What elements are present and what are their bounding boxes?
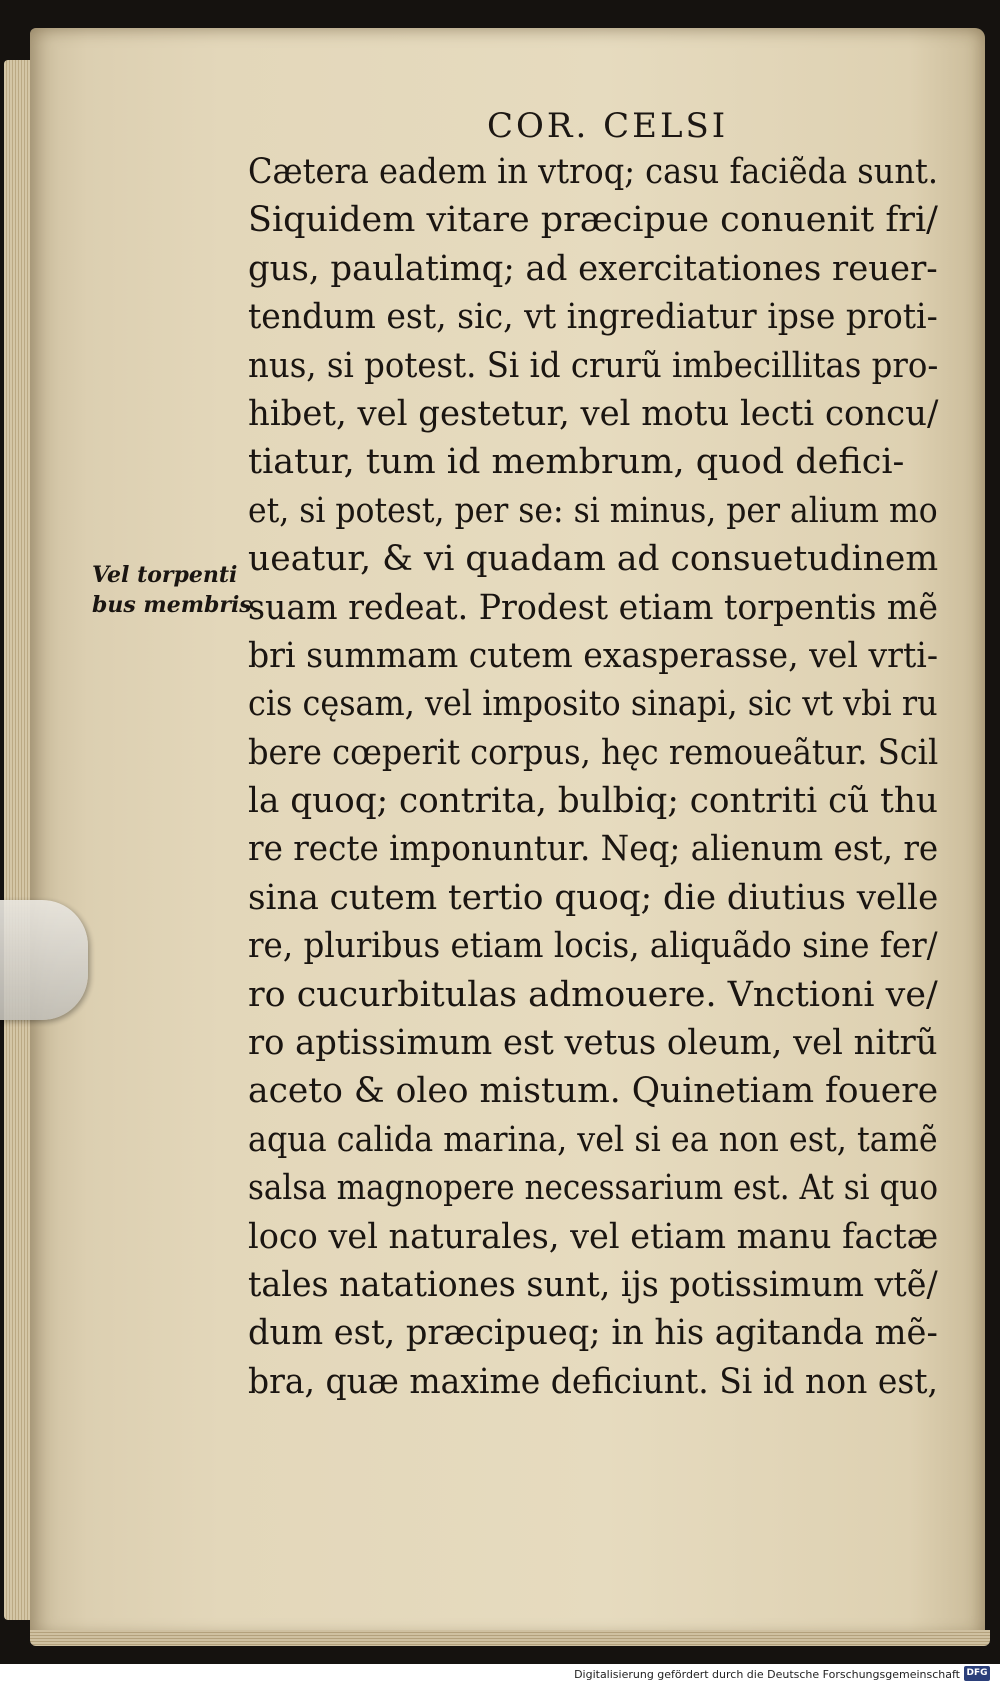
page-stack-bottom-edge — [30, 1630, 990, 1646]
text-line: Cætera eadem in vtroq; casu faciẽda sunt. — [248, 152, 939, 192]
marginal-note-line: Vel torpenti — [92, 562, 238, 588]
text-line: bere cœperit corpus, hęc remoueãtur. Scil — [248, 732, 939, 773]
text-line: Siquidem vitare præcipue conuenit fri/ — [248, 200, 938, 241]
text-line: re, pluribus etiam locis, aliquãdo sine fer/ — [248, 926, 938, 967]
text-line: ro cucurbitulas admouere. Vnctioni ve/ — [248, 974, 938, 1015]
text-line: hibet, vel gestetur, vel motu lecti concu/ — [248, 393, 939, 434]
text-line: suam redeat. Prodest etiam torpentis mẽ — [248, 587, 938, 628]
text-line: aqua calida marina, vel si ea non est, tamẽ — [248, 1119, 938, 1160]
dfg-logo-icon: DFG — [964, 1666, 990, 1681]
text-line: gus, paulatimq; ad exercitationes reuer- — [248, 248, 938, 289]
text-line: ueatur, & vi quadam ad consuetudinem — [248, 539, 939, 580]
text-line: aceto & oleo mistum. Quinetiam fouere — [248, 1071, 939, 1112]
text-line: bra, quæ maxime deficiunt. Si id non est, — [248, 1361, 939, 1402]
text-line: nus, si potest. Si id crurũ imbecillitas pro- — [248, 345, 939, 386]
marginal-note-line: bus membris. — [92, 592, 260, 618]
text-line: tales natationes sunt, ijs potissimum vtẽ/ — [248, 1264, 938, 1305]
text-line: ro aptissimum est vetus oleum, vel nitrũ — [248, 1023, 938, 1064]
running-header: COR. CELSI — [487, 106, 729, 146]
text-line: loco vel naturales, vel etiam manu factæ — [248, 1216, 939, 1257]
text-line: cis cęsam, vel imposito sinapi, sic vt vbi ru — [248, 684, 938, 725]
marginal-note — [92, 560, 260, 620]
text-line: tiatur, tum id membrum, quod defici- — [248, 442, 905, 483]
digitization-credit: Digitalisierung gefördert durch die Deutsche Forschungsgemeinschaft — [574, 1668, 960, 1681]
text-line: la quoq; contrita, bulbiq; contriti cũ thu — [248, 781, 938, 822]
text-line: salsa magnopere necessarium est. At si quo — [248, 1168, 939, 1209]
text-line: sina cutem tertio quoq; die diutius velle — [248, 877, 939, 918]
book-clip — [0, 900, 88, 1020]
text-line: re recte imponuntur. Neq; alienum est, re — [248, 829, 939, 870]
text-line: bri summam cutem exasperasse, vel vrti- — [248, 635, 939, 676]
text-line: dum est, præcipueq; in his agitanda mẽ- — [248, 1313, 938, 1354]
text-line: tendum est, sic, vt ingrediatur ipse proti- — [248, 297, 938, 338]
text-line: et, si potest, per se: si minus, per alium mo — [248, 490, 938, 531]
main-text-block — [248, 148, 938, 1406]
